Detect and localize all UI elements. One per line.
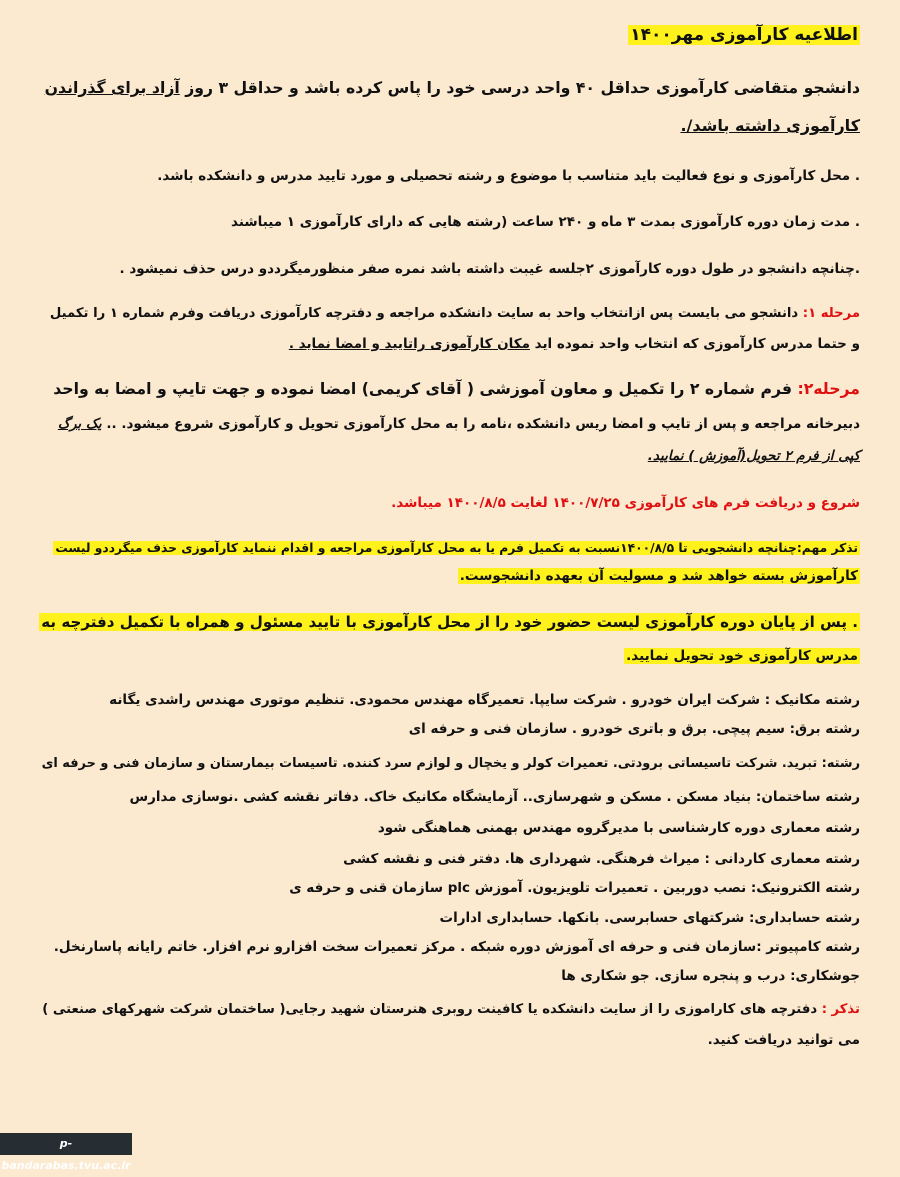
- bullet-duration: . مدت زمان دوره کارآموزی بمدت ۳ ماه و ۲۴۰ ساعت (رشته هایی که دارای کارآموزی ۱ میباشند: [231, 214, 860, 230]
- field-item: رشته معماری کاردانی : میراث فرهنگی. شهرداری ها. دفتر فنی و نقشه کشی: [343, 851, 860, 867]
- field-item: رشته برق: سیم پیچی. برق و باتری خودرو . سازمان فنی و حرفه ای: [408, 721, 860, 737]
- step1-line-2: و حتما مدرس کارآموزی که انتخاب واحد نموده اید مکان کارآموزی راتایید و امضا نماید .: [288, 336, 860, 352]
- bullet-absence: .چنانچه دانشجو در طول دوره کارآموزی ۲جلسه غیبت داشته باشد نمره صفر منظورمیگرددو درس حذف نمیشود .: [119, 261, 860, 277]
- dates-line: شروع و دریافت فرم های کارآموزی ۱۴۰۰/۷/۲۵ لغایت ۱۴۰۰/۸/۵ میباشد.: [391, 495, 860, 511]
- final-line-2: مدرس کارآموزی خود تحویل نمایید.: [626, 648, 858, 664]
- step1-line-1: مرحله ۱: دانشجو می بایست پس ازانتخاب واحد به سایت دانشکده مراجعه و دفترچه کارآموزی دریافت وفرم شماره ۱ را تکمیل: [49, 306, 860, 321]
- intro-line-1: دانشجو متقاضی کارآموزی حداقل ۴۰ واحد درسی خود را پاس کرده باشد و حداقل ۳ روز آزاد برای گذراندن: [44, 78, 860, 97]
- field-item: رشته معماری دوره کارشناسی با مدیرگروه مهندس بهمنی هماهنگی شود: [377, 820, 860, 836]
- final-line-1: . پس از پایان دوره کارآموزی لیست حضور خود را از محل کارآموزی با تایید مسئول و همراه با تکمیل دفترچه به: [41, 613, 858, 631]
- field-item: رشته ساختمان: بنیاد مسکن . مسکن و شهرسازی.. آزمایشگاه مکانیک خاک. دفاتر نقشه کشی .نوسازی مدارس: [129, 789, 860, 805]
- note-line-2: می توانید دریافت کنید.: [707, 1032, 860, 1048]
- title-text: اطلاعیه کارآموزی مهر۱۴۰۰: [630, 25, 858, 45]
- step2-label: مرحله۲:: [797, 379, 860, 398]
- note-label: تذکر :: [821, 1002, 860, 1017]
- field-item: رشته کامپیوتر :سازمان فنی و حرفه ای آموزش دوره شبکه . مرکز تعمیرات سخت افزارو نرم افزار. خاتم رایانه پاسارنخل.: [53, 939, 860, 955]
- reminder-line-1: تذکر مهم:چنانچه دانشجویی تا ۱۴۰۰/۸/۵نسبت به تکمیل فرم یا به محل کارآموزی مراجعه و اقدام ننماید کارآموزی حذف میگرددو لیست: [55, 541, 858, 555]
- note-line-1: تذکر : دفترچه های کاراموزی را از سایت دانشکده یا کافینت روبری هنرستان شهید رجایی( ساختمان شرکت شهرکهای صنعتی ): [42, 1002, 860, 1017]
- field-item: رشته: تبرید. شرکت تاسیساتی برودتی. تعمیرات کولر و یخچال و لوازم سرد کننده. تاسیسات بیمارستان و سازمان فنی و حرفه ای: [41, 756, 860, 771]
- field-item: رشته الکترونیک: نصب دوربین . تعمیرات تلویزیون. آموزش plc سازمان قنی و حرفه ی: [289, 880, 860, 896]
- intro-line-2: کارآموزی داشته باشد/.: [680, 116, 860, 135]
- bullet-location: . محل کارآموزی و نوع فعالیت باید متناسب با موضوع و رشته تحصیلی و مورد تایید مدرس و دانشکده باشد.: [157, 168, 860, 184]
- step1-label: مرحله ۱:: [802, 306, 860, 321]
- field-item: رشته مکانیک : شرکت ایران خودرو . شرکت سایپا. تعمیرگاه مهندس محمودی. تنظیم موتوری مهندس راشدی یگانه: [109, 692, 860, 708]
- page-title: [40, 25, 860, 45]
- site-url-watermark: p-bandarabas.tvu.ac.ir: [0, 1133, 132, 1155]
- step2-line-3: کپی از فرم ۲ تحویل(آموزش ) نمایید.: [647, 448, 860, 464]
- reminder-line-2: کارآموزش بسته خواهد شد و مسولیت آن بعهده دانشجوست.: [459, 568, 858, 584]
- step2-line-2: دبیرخانه مراجعه و پس از تایپ و امضا ریس دانشکده ،نامه را به محل کارآموزی تحویل و کارآموزی شروع میشود. .. یک برگ: [57, 416, 860, 432]
- field-item: رشته حسابداری: شرکتهای حسابرسی. بانکها. حسابداری ادارات: [439, 910, 860, 926]
- step2-line-1: مرحله۲: فرم شماره ۲ را تکمیل و معاون آموزشی ( آقای کریمی) امضا نموده و جهت تایپ و امضا به واحد: [53, 379, 860, 398]
- field-item: جوشکاری: درب و پنجره سازی. جو شکاری ها: [561, 968, 860, 984]
